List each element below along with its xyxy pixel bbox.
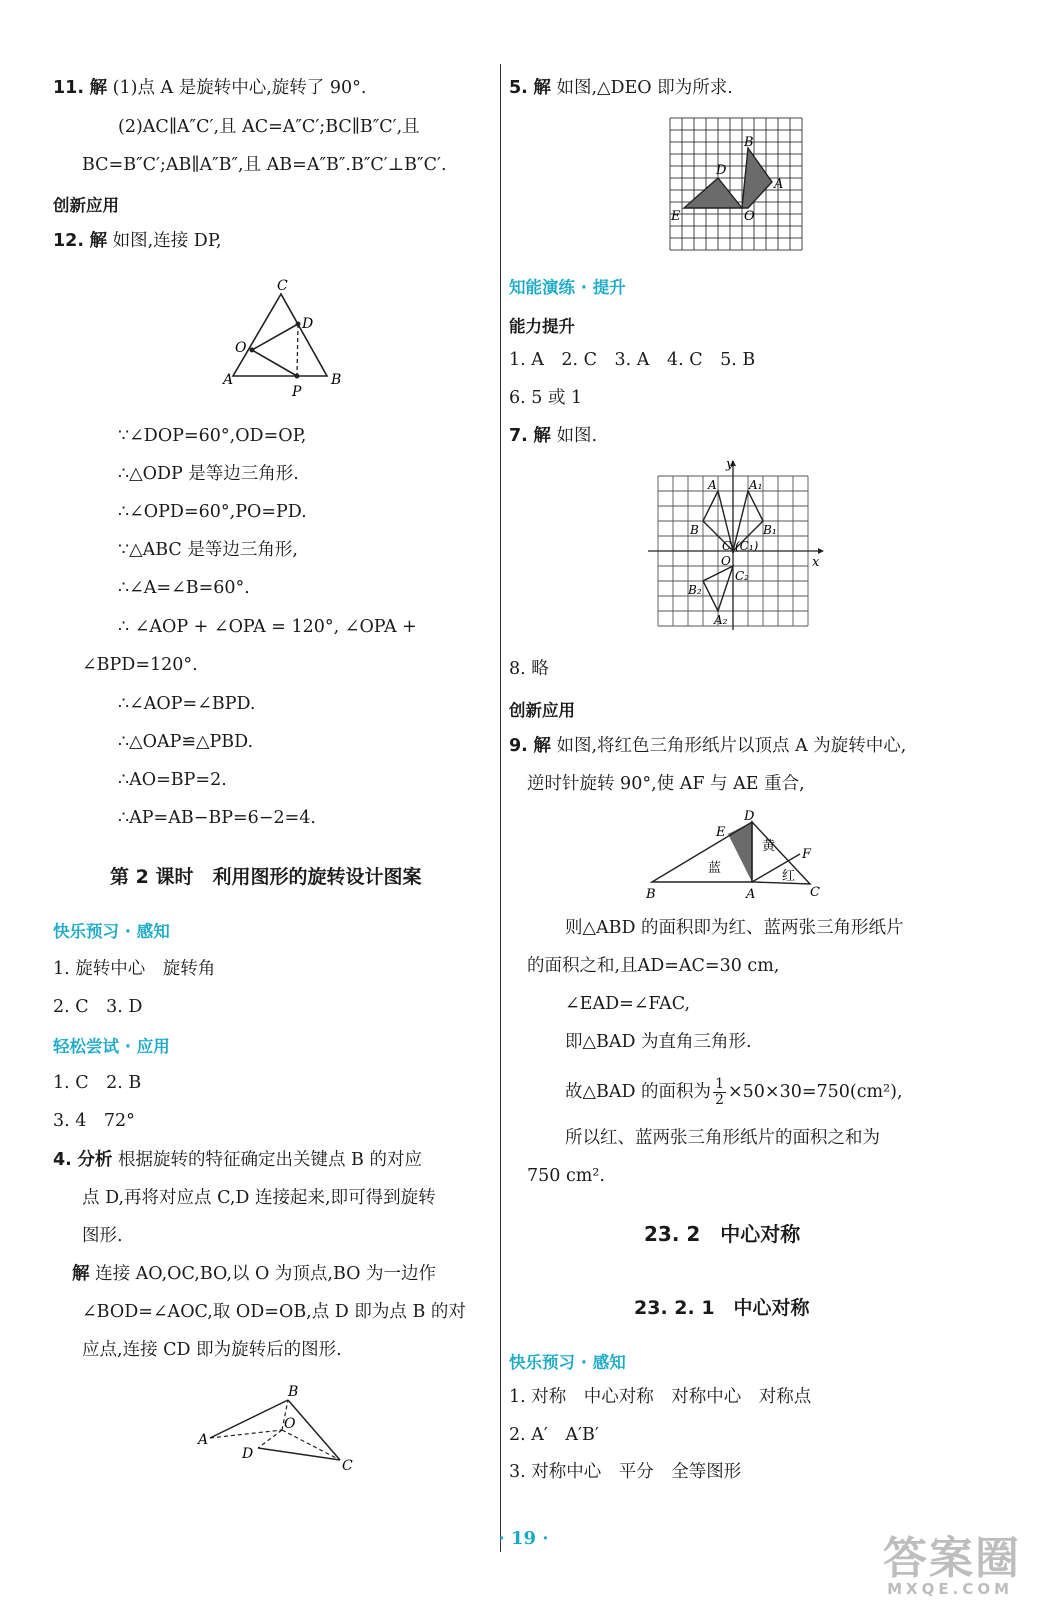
preview-answer-2: 2. C 3. D (53, 997, 143, 1017)
q5-line1: 5. 解 如图,△DEO 即为所求. (509, 78, 733, 98)
fig9-label-yellow: 黄 (762, 839, 776, 854)
fig4-label-C: C (342, 1458, 353, 1474)
fig9-label-C: C (810, 885, 820, 900)
column-divider (500, 64, 501, 1552)
fig9-label-B: B (646, 887, 656, 902)
fig4-label-A: A (198, 1432, 209, 1448)
q11-line2: (2)AC∥A″C′,且 AC=A″C′;BC∥B″C′,且 (118, 117, 420, 137)
fig7-label-C2: C₂ (735, 569, 749, 583)
fig9-label-A: A (746, 887, 756, 902)
fig7-label-A1: A₁ (749, 478, 763, 492)
preview-right-answer-2: 2. A′ A′B′ (509, 1425, 599, 1445)
label-P: P (292, 384, 302, 400)
q12-step-3: ∴∠OPD=60°,PO=PD. (118, 502, 307, 522)
fig7-label-B: B (690, 523, 699, 537)
q11-line1: 11. 解 (1)点 A 是旋转中心,旋转了 90°. (53, 78, 367, 98)
q9-paper-triangles-figure (640, 808, 830, 904)
fig5-label-E: E (671, 209, 681, 224)
q9-line1: 9. 解 如图,将红色三角形纸片以顶点 A 为旋转中心, (509, 736, 907, 756)
section-heading-23-2-1: 23. 2. 1 中心对称 (634, 1297, 810, 1319)
section-innovation: 创新应用 (53, 196, 119, 215)
q9-line2: 逆时针旋转 90°,使 AF 与 AE 重合, (527, 774, 805, 794)
fig7-label-A: A (708, 478, 717, 492)
fig9-label-E: E (716, 825, 726, 840)
q12-step-4: ∵△ABC 是等边三角形, (118, 540, 298, 560)
try-answer-1: 1. C 2. B (53, 1073, 142, 1093)
watermark-url: MXQE.COM (887, 1580, 1013, 1598)
fig7-label-C: C (722, 539, 732, 553)
q12-step-7: ∠BPD=120°. (82, 655, 198, 675)
fig7-label-x: x (812, 555, 820, 570)
section-preview: 快乐预习 · 感知 (53, 922, 170, 941)
fig7-label-C1: (C₁) (735, 539, 759, 553)
fig5-label-B: B (744, 135, 754, 150)
q12-step-6: ∴ ∠AOP + ∠OPA = 120°, ∠OPA + (118, 617, 417, 637)
q9-line9: 750 cm². (527, 1166, 605, 1186)
q4-line4: 解 连接 AO,OC,BO,以 O 为顶点,BO 为一边作 (72, 1264, 437, 1284)
fig7-label-B2: B₂ (688, 583, 702, 597)
q9-line4: 的面积之和,且AD=AC=30 cm, (527, 956, 780, 976)
fig9-label-red: 红 (782, 869, 796, 884)
section-try: 轻松尝试 · 应用 (53, 1037, 170, 1056)
section-practice: 知能演练 · 提升 (509, 278, 626, 297)
fig7-label-O: O (721, 554, 731, 568)
q4-line1: 4. 分析 根据旋转的特征确定出关键点 B 的对应 (53, 1150, 422, 1170)
q9-line7: 故△BAD 的面积为 $\frac{1}{2}$ ×50×30=750(cm²), (565, 1076, 903, 1108)
q11-line3: BC=B″C′;AB∥A″B″,且 AB=A″B″.B″C′⊥B″C′. (82, 155, 447, 175)
try-answer-3: 3. 4 72° (53, 1111, 135, 1131)
ability-answers-1-5: 1. A 2. C 3. A 4. C 5. B (509, 350, 756, 370)
q5-grid-figure (668, 116, 808, 258)
fig5-label-O: O (744, 209, 755, 224)
q4-rotation-figure (190, 1380, 370, 1480)
fig7-label-y: y (726, 458, 734, 472)
fig7-label-A2: A₂ (714, 613, 728, 627)
page-number: · 19 · (498, 1528, 549, 1549)
ability-answer-6: 6. 5 或 1 (509, 388, 583, 408)
section-heading-23-2: 23. 2 中心对称 (644, 1222, 801, 1246)
fig7-label-B1: B₁ (763, 523, 777, 537)
q4-line6: 应点,连接 CD 即为旋转后的图形. (82, 1340, 342, 1360)
q7-line1: 7. 解 如图. (509, 426, 598, 446)
watermark-logo: 答案圈 (883, 1533, 1021, 1584)
label-B: B (331, 372, 342, 388)
fig9-label-F: F (802, 847, 812, 862)
q12-line1: 12. 解 如图,连接 DP, (53, 231, 222, 251)
lesson-title: 第 2 课时 利用图形的旋转设计图案 (110, 866, 422, 888)
preview-answer-1: 1. 旋转中心 旋转角 (53, 959, 216, 979)
q12-step-5: ∴∠A=∠B=60°. (118, 578, 250, 598)
q4-line3: 图形. (82, 1226, 123, 1246)
q12-step-8: ∴∠AOP=∠BPD. (118, 694, 256, 714)
section-innovation-right: 创新应用 (509, 701, 575, 720)
q4-line2: 点 D,再将对应点 C,D 连接起来,即可得到旋转 (82, 1188, 436, 1208)
fig5-label-D: D (716, 163, 727, 178)
label-A: A (223, 372, 234, 388)
q12-step-10: ∴AO=BP=2. (118, 770, 227, 790)
answer-8: 8. 略 (509, 659, 549, 679)
preview-right-answer-3: 3. 对称中心 平分 全等图形 (509, 1462, 742, 1482)
q9-line5: ∠EAD=∠FAC, (565, 994, 691, 1014)
label-O: O (235, 340, 247, 356)
q12-triangle-figure (215, 272, 355, 402)
fig9-label-D: D (744, 809, 755, 824)
fig9-label-blue: 蓝 (708, 861, 722, 876)
fraction-one-half: $\frac{1}{2}$ (715, 1076, 724, 1108)
fig4-label-B: B (288, 1384, 299, 1400)
q12-step-2: ∴△ODP 是等边三角形. (118, 464, 299, 484)
q9-line3: 则△ABD 的面积即为红、蓝两张三角形纸片 (565, 918, 904, 938)
fig4-label-D: D (242, 1446, 254, 1462)
q12-step-9: ∴△OAP≌△PBD. (118, 732, 254, 752)
q12-step-11: ∴AP=AB−BP=6−2=4. (118, 808, 316, 828)
label-D: D (302, 316, 314, 332)
q7-coordinate-figure (646, 458, 826, 636)
preview-right-answer-1: 1. 对称 中心对称 对称中心 对称点 (509, 1387, 812, 1407)
section-preview-right: 快乐预习 · 感知 (509, 1353, 626, 1372)
fig5-label-A: A (774, 177, 784, 192)
label-C: C (277, 278, 288, 294)
section-ability: 能力提升 (509, 317, 575, 336)
q4-line5: ∠BOD=∠AOC,取 OD=OB,点 D 即为点 B 的对 (82, 1302, 466, 1322)
q12-step-1: ∵∠DOP=60°,OD=OP, (118, 426, 307, 446)
q9-line6: 即△BAD 为直角三角形. (565, 1032, 752, 1052)
q9-line8: 所以红、蓝两张三角形纸片的面积之和为 (565, 1128, 880, 1148)
fig4-label-O: O (284, 1416, 296, 1432)
